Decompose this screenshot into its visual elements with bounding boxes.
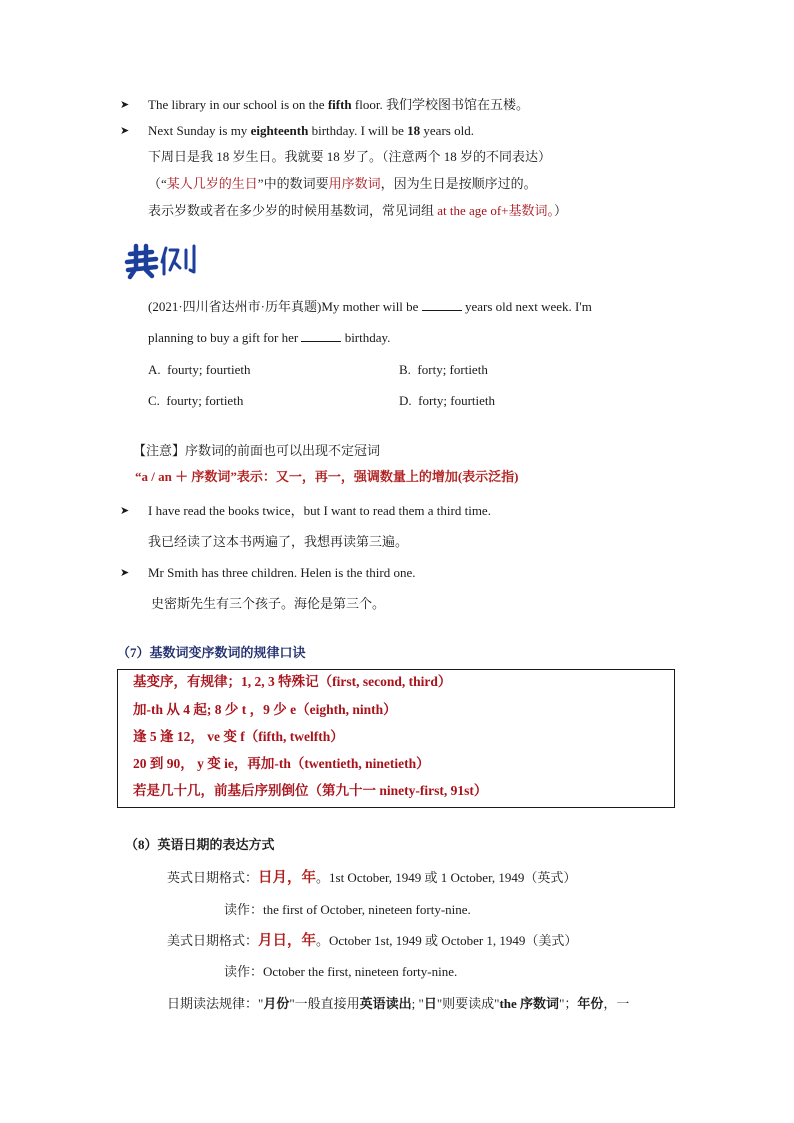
text: birthday. bbox=[341, 330, 391, 345]
text: "则要读成" bbox=[436, 996, 500, 1011]
mnemonic-row: 若是几十几，前基后序别倒位（第九十一 ninety-first, 91st） bbox=[133, 783, 488, 798]
text: planning to buy a gift for her bbox=[148, 330, 302, 345]
option-a[interactable] bbox=[148, 361, 251, 379]
text: The library in our school is on the bbox=[148, 97, 328, 112]
option-letter: C. bbox=[148, 393, 160, 408]
example-line-fifth bbox=[148, 96, 529, 114]
note-example-1-cn: 我已经读了这本书两遍了，我想再读第三遍。 bbox=[148, 534, 409, 549]
text: ，一 bbox=[603, 996, 630, 1011]
example-logo-icon bbox=[122, 240, 200, 280]
note-birthday-line bbox=[148, 175, 537, 193]
mnemonic-row: 20 到 90， y 变 ie，再加-th（twentieth, ninetieth） bbox=[133, 756, 430, 771]
text: years old. bbox=[420, 123, 474, 138]
option-text: fourty; fourtieth bbox=[167, 362, 251, 377]
bold-word: eighteenth bbox=[250, 123, 309, 138]
mnemonic-box bbox=[117, 669, 675, 808]
text: Next Sunday is my bbox=[148, 123, 251, 138]
uk-date-format bbox=[167, 869, 576, 887]
translation-line: 下周日是我 18 岁生日。我就要 18 岁了。（注意两个 18 岁的不同表达） bbox=[148, 149, 552, 164]
bullet-3: ➤ bbox=[120, 504, 130, 517]
red-text: 日月，年 bbox=[258, 870, 317, 886]
text: ; " bbox=[411, 996, 424, 1011]
option-letter: D. bbox=[399, 393, 412, 408]
example-line-eighteenth bbox=[148, 122, 474, 140]
red-text: 某人几岁的生日 bbox=[166, 176, 258, 191]
text: 。October 1st, 1949 或 October 1, 1949（美式） bbox=[316, 933, 578, 948]
label: 美式日期格式： bbox=[167, 933, 259, 948]
answer-blank-1[interactable] bbox=[422, 298, 462, 311]
option-c[interactable] bbox=[148, 392, 243, 410]
bold-word: 英语读出 bbox=[359, 996, 412, 1011]
option-d[interactable] bbox=[399, 392, 495, 410]
us-date-format bbox=[167, 932, 577, 950]
note-age-line bbox=[148, 202, 567, 220]
note-example-2-en: Mr Smith has three children. Helen is the third one. bbox=[148, 565, 416, 580]
question-stem-1 bbox=[148, 298, 592, 316]
option-text: forty; fourtieth bbox=[418, 393, 496, 408]
mnemonic-row: 加-th 从 4 起; 8 少 t ，9 少 e（eighth, ninth） bbox=[133, 702, 397, 717]
text: floor. 我们学校图书馆在五楼。 bbox=[351, 97, 529, 112]
note-rule: “a / an ＋ 序数词”表示：又一，再一，强调数量上的增加(表示泛指) bbox=[135, 469, 519, 484]
red-text: 月日，年 bbox=[258, 933, 317, 949]
option-letter: B. bbox=[399, 362, 411, 377]
us-date-reading bbox=[224, 963, 457, 981]
bold-word: the 序数词 bbox=[499, 996, 560, 1011]
label: 读作： bbox=[224, 902, 264, 917]
text: October the first, nineteen forty-nine. bbox=[263, 964, 458, 979]
bold-word: 月份 bbox=[263, 996, 290, 1011]
option-text: forty; fortieth bbox=[417, 362, 488, 377]
question-stem-2 bbox=[148, 329, 390, 347]
text: ，因为生日是按顺序过的。 bbox=[380, 176, 537, 191]
uk-date-reading bbox=[224, 901, 471, 919]
text: birthday. I will be bbox=[308, 123, 408, 138]
red-text: at the age of+基数词。 bbox=[437, 203, 554, 218]
text: "一般直接用 bbox=[289, 996, 360, 1011]
text: (2021·四川省达州市·历年真题)My mother will be bbox=[148, 299, 422, 314]
mnemonic-row: 基变序，有规律；1, 2, 3 特殊记（first, second, third） bbox=[133, 674, 452, 689]
text: 表示岁数或者在多少岁的时候用基数词，常见词组 bbox=[148, 203, 438, 218]
text: 日期读法规律：" bbox=[167, 996, 264, 1011]
red-text: 用序数词 bbox=[328, 176, 381, 191]
bullet-1: ➤ bbox=[120, 98, 130, 111]
bold-word: 年份 bbox=[577, 996, 604, 1011]
answer-blank-2[interactable] bbox=[301, 329, 341, 342]
bullet-4: ➤ bbox=[120, 566, 130, 579]
mnemonic-row: 逢 5 逢 12， ve 变 f（fifth, twelfth） bbox=[133, 729, 344, 744]
text: "； bbox=[559, 996, 578, 1011]
option-text: fourty; fortieth bbox=[166, 393, 244, 408]
bold-word: 日 bbox=[423, 996, 437, 1011]
note-example-1-en: I have read the books twice，but I want to read them a third time. bbox=[148, 503, 491, 518]
date-reading-rule bbox=[167, 995, 629, 1013]
note-example-2-cn: 史密斯先生有三个孩子。海伦是第三个。 bbox=[151, 596, 386, 611]
text: ”中的数词要 bbox=[257, 176, 329, 191]
text: the first of October, nineteen forty-nine. bbox=[263, 902, 471, 917]
text: ） bbox=[553, 203, 567, 218]
bullet-2: ➤ bbox=[120, 124, 130, 137]
note-title: 【注意】序数词的前面也可以出现不定冠词 bbox=[133, 443, 381, 458]
label: 读作： bbox=[224, 964, 264, 979]
text: （“ bbox=[148, 176, 167, 191]
section-8-heading: （8）英语日期的表达方式 bbox=[125, 837, 275, 852]
bold-word: 18 bbox=[407, 123, 421, 138]
text: years old next week. I'm bbox=[461, 299, 592, 314]
text: 。1st October, 1949 或 1 October, 1949（英式） bbox=[316, 870, 577, 885]
label: 英式日期格式： bbox=[167, 870, 259, 885]
section-7-heading: （7）基数词变序数词的规律口诀 bbox=[117, 645, 306, 660]
option-letter: A. bbox=[148, 362, 161, 377]
option-b[interactable] bbox=[399, 361, 488, 379]
bold-word: fifth bbox=[327, 97, 352, 112]
